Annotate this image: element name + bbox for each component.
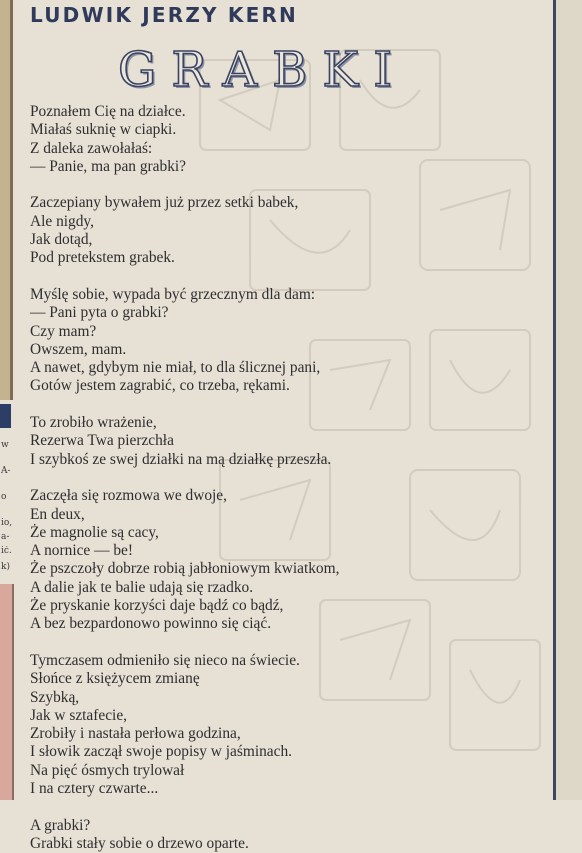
poem-line: Grabki stały sobie o drzewo oparte. <box>30 834 249 852</box>
poem-line: Na pięć ósmych trylował <box>30 761 185 779</box>
poem-line: Poznałem Cię na działce. <box>30 103 186 120</box>
poem-line: Myślę sobie, wypada być grzecznym dla dam: <box>30 285 316 303</box>
poem-stanza <box>30 286 550 396</box>
poem-line: Zaczepiany bywałem już przez setki babek, <box>30 194 299 212</box>
poem-line: A nawet, gdybym nie miał, to dla ślicznej pani, <box>30 359 321 377</box>
poem-line: Owszem, mam. <box>30 340 127 358</box>
poem-line: A bez bezpardonowo powinno się ciąć. <box>30 615 272 633</box>
poem-line: Pod pretekstem grabek. <box>30 249 175 267</box>
poem-line: Zaczęła się rozmowa we dwoje, <box>30 487 227 505</box>
poem-line: Zrobiły i nastała perłowa godzina, <box>30 725 241 743</box>
poem-line: A grabki? <box>30 816 91 834</box>
poem-line: Miałaś suknię w ciapki. <box>30 121 177 139</box>
poem-stanza <box>30 414 550 469</box>
poem-line: To zrobiło wrażenie, <box>30 414 157 432</box>
neighbor-text-fragment: a- <box>1 532 10 542</box>
neighbor-text-fragment: o <box>1 492 7 502</box>
neighbor-column-edge <box>0 0 14 800</box>
poem-line: En deux, <box>30 505 85 523</box>
neighbor-text-fragment: k) <box>1 562 10 572</box>
poem-line: I na cztery czwarte... <box>30 779 159 797</box>
poem-stanza <box>30 487 550 633</box>
neighbor-column-pink-panel <box>0 584 14 800</box>
poem-line: — Pani pyta o grabki? <box>30 304 169 322</box>
poem-line: Czy mam? <box>30 322 97 340</box>
poem-stanza <box>30 194 550 267</box>
poem-line: I słowik zaczął swoje popisy w jaśminach. <box>30 743 293 761</box>
poem-line: — Panie, ma pan grabki? <box>30 157 186 175</box>
neighbor-column-marker <box>0 404 11 428</box>
poem-title: GRABKI <box>118 42 408 98</box>
poem-line: Że pszczoły dobrze robią jabłoniowym kwiatkom, <box>30 560 340 578</box>
poem-line: A nornice — be! <box>30 542 133 560</box>
neighbor-text-fragment: w <box>1 440 9 450</box>
page-right-margin <box>556 0 582 800</box>
poem-line: Że pryskanie korzyści daje bądź co bądź, <box>30 597 284 615</box>
poem-line: Że magnolie są cacy, <box>30 523 159 541</box>
neighbor-column-frame <box>0 0 13 400</box>
poem-line: I szybkoś ze swej działki na mą działkę przeszła. <box>30 450 332 468</box>
poem-body <box>30 103 550 853</box>
poem-line: Gotów jestem zagrabić, co trzeba, rękami. <box>30 377 290 395</box>
poem-stanza <box>30 652 550 798</box>
poem-line: A dalie jak te balie udają się rzadko. <box>30 578 254 596</box>
author-name: LUDWIK JERZY KERN <box>30 3 298 27</box>
poem-stanza <box>30 817 550 853</box>
neighbor-text-fragment: ić. <box>1 546 12 556</box>
poem-line: Jak w sztafecie, <box>30 706 127 724</box>
poem-stanza <box>30 103 550 176</box>
poem-line: Tymczasem odmieniło się nieco na świecie. <box>30 651 300 669</box>
poem-line: Jak dotąd, <box>30 231 93 249</box>
poem-line: Szybką, <box>30 688 80 706</box>
poem-line: Rezerwa Twa pierzchła <box>30 432 174 450</box>
poem-line: Z daleka zawołałaś: <box>30 139 153 157</box>
poem-line: Ale nigdy, <box>30 212 94 230</box>
poem-line: Słońce z księżycem zmianę <box>30 670 200 688</box>
neighbor-text-fragment: io, <box>1 518 13 528</box>
neighbor-text-fragment: A- <box>1 466 11 476</box>
